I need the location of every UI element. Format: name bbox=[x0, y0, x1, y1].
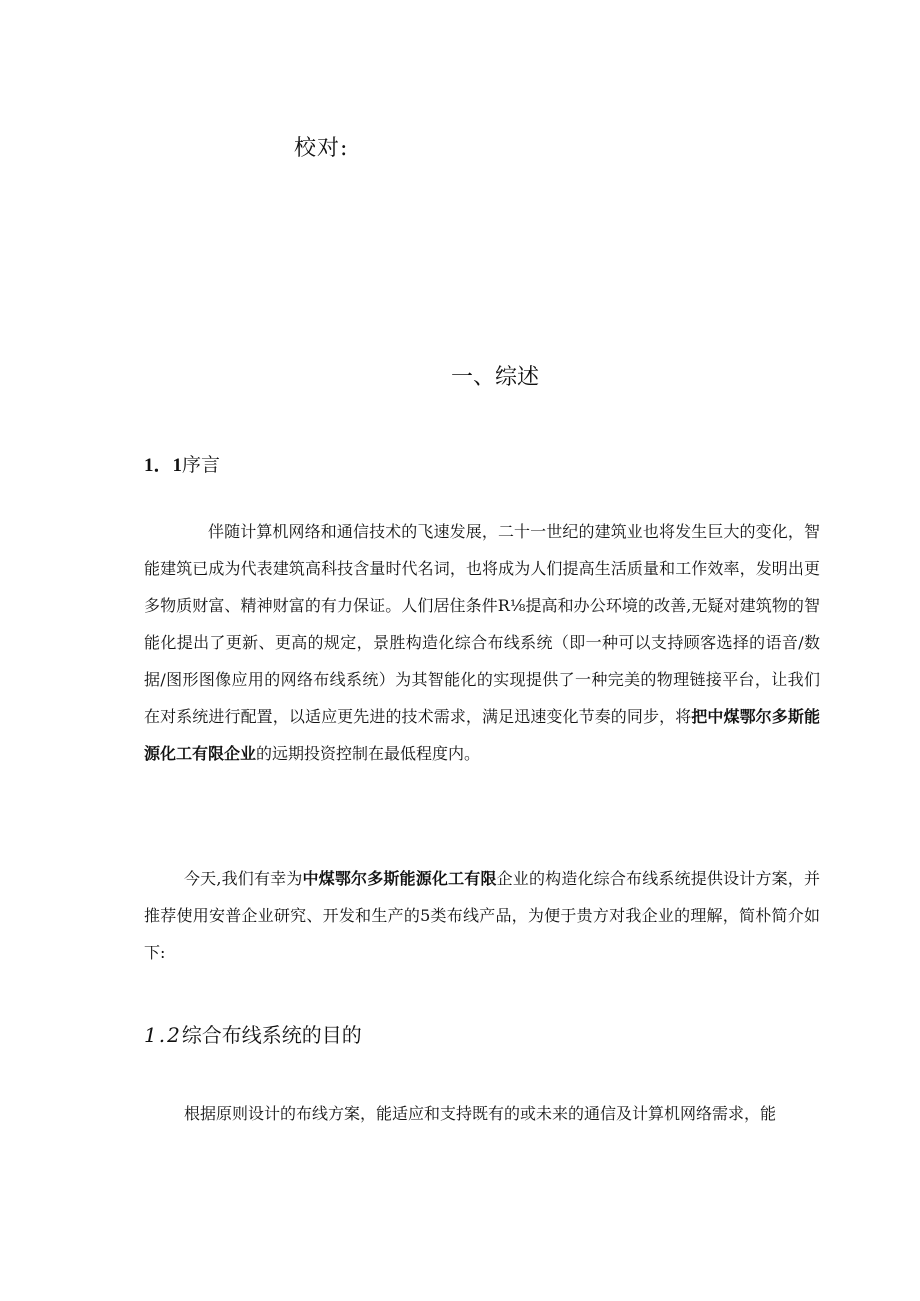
preface-paragraph-2-text-b: 企业的构造化综合布线系统提供设计方案，并推荐使用安普企业研究、开发和生产的5类布线产品，为便于贵方对我企业的理解，简朴简介如下: bbox=[144, 869, 820, 962]
preface-paragraph-2-text-a: 今天,我们有幸为 bbox=[184, 869, 303, 888]
section-1-2-title: 综合布线系统的目的 bbox=[181, 1023, 362, 1047]
preface-paragraph-1-text-a: 伴随计算机网络和通信技术的飞速发展，二十一世纪的建筑业也将发生巨大的变化，智能建筑已成为代表建筑高科技含量时代名词，也将成为人们提高生活质量和工作效率，发明出更多物质财富、精神财富的有力保证。人们居住条件R⅛提高和办公环境的改善,无疑对建筑物的智能化提出了更新、更高的规定，景胜构造化综合布线系统（即一种可以支持顾客选择的语音/数据/图形图像应用的网络布线系统）为其智能化的实现提供了一种完美的物理链接平台，让我们在对系统进行配置，以适应更先进的技术需求，满足迅速变化节奏的同步，将 bbox=[144, 522, 820, 726]
purpose-paragraph-1: 根据原则设计的布线方案，能适应和支持既有的或未来的通信及计算机网络需求，能 bbox=[184, 1104, 777, 1123]
company-name-bold: 中煤鄂尔多斯能源化工有限 bbox=[302, 869, 497, 888]
section-1-2-heading bbox=[144, 1019, 362, 1048]
section-1-1-title: 序言 bbox=[182, 454, 221, 476]
proofreader-label: 校对: bbox=[294, 136, 349, 161]
company-name-bold: 把中煤鄂尔多斯能源化工有限企业 bbox=[144, 707, 820, 763]
section-1-1-heading bbox=[144, 450, 220, 477]
section-1-2-number: 1.2 bbox=[144, 1023, 182, 1047]
chapter-title: 一、综述 bbox=[450, 365, 539, 390]
section-1-1-number: 1．1 bbox=[144, 455, 183, 476]
preface-paragraph-2 bbox=[144, 860, 820, 971]
preface-paragraph-1 bbox=[144, 513, 820, 772]
preface-paragraph-1-text-b: 的远期投资控制在最低程度内。 bbox=[256, 744, 481, 763]
